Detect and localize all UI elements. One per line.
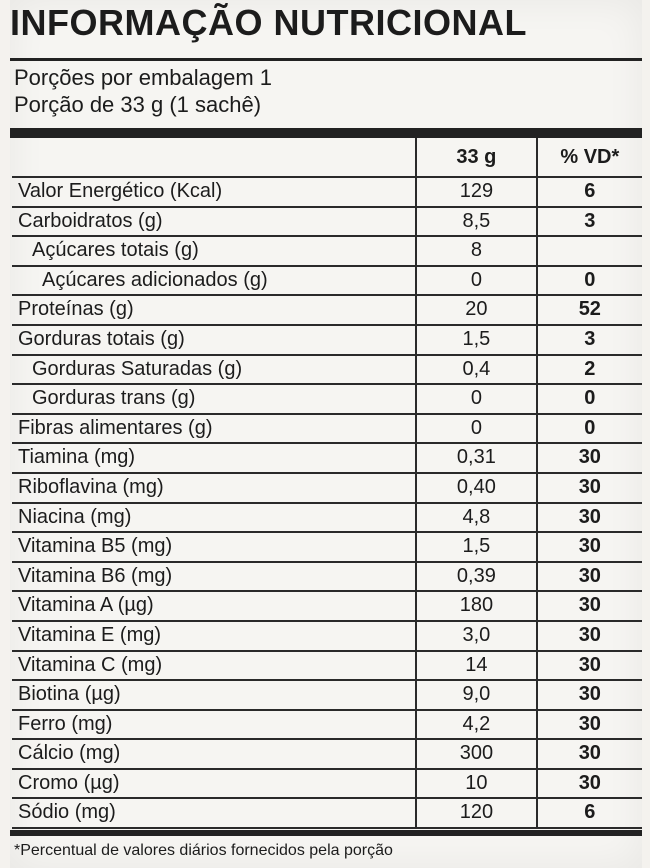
nutrient-name: Niacina (mg) — [12, 503, 416, 533]
table-row — [12, 473, 642, 503]
table-row — [12, 295, 642, 325]
nutrient-amount: 9,0 — [416, 680, 536, 710]
table-row — [12, 177, 642, 207]
nutrient-name: Cálcio (mg) — [12, 739, 416, 769]
nutrient-name: Biotina (µg) — [12, 680, 416, 710]
nutrient-amount: 0 — [416, 266, 536, 296]
table-row — [12, 207, 642, 237]
nutrient-amount: 4,2 — [416, 710, 536, 740]
nutrient-name: Gorduras totais (g) — [12, 325, 416, 355]
table-row — [12, 384, 642, 414]
nutrient-name: Valor Energético (Kcal) — [12, 177, 416, 207]
thick-divider — [10, 128, 642, 138]
table-row — [12, 680, 642, 710]
nutrient-amount: 300 — [416, 739, 536, 769]
table-row — [12, 591, 642, 621]
nutrient-daily-value: 6 — [537, 798, 642, 828]
nutrient-amount: 4,8 — [416, 503, 536, 533]
nutrient-daily-value: 6 — [537, 177, 642, 207]
nutrient-daily-value: 30 — [537, 739, 642, 769]
nutrient-amount: 20 — [416, 295, 536, 325]
nutrient-name: Proteínas (g) — [12, 295, 416, 325]
nutrient-amount: 0 — [416, 414, 536, 444]
nutrient-amount: 180 — [416, 591, 536, 621]
nutrient-name: Açúcares totais (g) — [12, 236, 416, 266]
nutrient-daily-value: 2 — [537, 355, 642, 385]
nutrient-amount: 10 — [416, 769, 536, 799]
header-amount: 33 g — [416, 138, 536, 177]
servings-per-package: Porções por embalagem 1 — [14, 65, 273, 90]
nutrient-daily-value: 0 — [537, 266, 642, 296]
nutrient-name: Açúcares adicionados (g) — [12, 266, 416, 296]
nutrient-name: Vitamina A (µg) — [12, 591, 416, 621]
table-row — [12, 414, 642, 444]
nutrient-amount: 14 — [416, 651, 536, 681]
nutrient-amount: 0 — [416, 384, 536, 414]
header-daily-value: % VD* — [537, 138, 642, 177]
nutrient-name: Vitamina C (mg) — [12, 651, 416, 681]
table-row — [12, 739, 642, 769]
nutrient-daily-value: 30 — [537, 443, 642, 473]
footnote: *Percentual de valores diários fornecidos pela porção — [14, 842, 393, 859]
nutrient-amount: 120 — [416, 798, 536, 828]
nutrient-name: Gorduras Saturadas (g) — [12, 355, 416, 385]
nutrient-name: Vitamina B5 (mg) — [12, 532, 416, 562]
table-row — [12, 443, 642, 473]
nutrient-daily-value: 3 — [537, 207, 642, 237]
bottom-divider — [10, 830, 642, 836]
nutrient-name: Tiamina (mg) — [12, 443, 416, 473]
portion-info — [14, 64, 272, 118]
nutrient-daily-value: 30 — [537, 503, 642, 533]
nutrient-name: Sódio (mg) — [12, 798, 416, 828]
nutrient-name: Cromo (µg) — [12, 769, 416, 799]
nutrition-table — [12, 138, 642, 829]
nutrient-daily-value: 0 — [537, 384, 642, 414]
table-row — [12, 355, 642, 385]
nutrient-daily-value: 30 — [537, 621, 642, 651]
nutrient-daily-value: 30 — [537, 473, 642, 503]
serving-size: Porção de 33 g (1 sachê) — [14, 92, 262, 117]
table-row — [12, 503, 642, 533]
table-row — [12, 532, 642, 562]
table-row — [12, 621, 642, 651]
nutrient-daily-value: 30 — [537, 562, 642, 592]
nutrient-daily-value: 52 — [537, 295, 642, 325]
table-row — [12, 266, 642, 296]
nutrient-name: Gorduras trans (g) — [12, 384, 416, 414]
nutrient-amount: 129 — [416, 177, 536, 207]
nutrient-amount: 8 — [416, 236, 536, 266]
nutrient-name: Fibras alimentares (g) — [12, 414, 416, 444]
nutrient-amount: 0,31 — [416, 443, 536, 473]
table-row — [12, 325, 642, 355]
table-row — [12, 236, 642, 266]
nutrient-name: Vitamina E (mg) — [12, 621, 416, 651]
nutrient-amount: 0,4 — [416, 355, 536, 385]
nutrient-amount: 0,40 — [416, 473, 536, 503]
table-row — [12, 562, 642, 592]
nutrient-name: Vitamina B6 (mg) — [12, 562, 416, 592]
table-header-row — [12, 138, 642, 177]
nutrient-daily-value: 0 — [537, 414, 642, 444]
table-row — [12, 651, 642, 681]
nutrient-daily-value: 30 — [537, 710, 642, 740]
nutrient-daily-value: 3 — [537, 325, 642, 355]
nutrient-daily-value — [537, 236, 642, 266]
nutrient-daily-value: 30 — [537, 532, 642, 562]
nutrient-amount: 0,39 — [416, 562, 536, 592]
nutrient-name: Carboidratos (g) — [12, 207, 416, 237]
nutrient-daily-value: 30 — [537, 680, 642, 710]
nutrient-amount: 1,5 — [416, 325, 536, 355]
nutrient-daily-value: 30 — [537, 591, 642, 621]
header-nutrient — [12, 138, 416, 177]
table-row — [12, 769, 642, 799]
nutrient-name: Ferro (mg) — [12, 710, 416, 740]
nutrient-name: Riboflavina (mg) — [12, 473, 416, 503]
table-row — [12, 710, 642, 740]
nutrient-daily-value: 30 — [537, 651, 642, 681]
nutrient-daily-value: 30 — [537, 769, 642, 799]
nutrient-amount: 1,5 — [416, 532, 536, 562]
title-divider — [10, 58, 642, 61]
nutrient-amount: 3,0 — [416, 621, 536, 651]
table-row — [12, 798, 642, 828]
label-title: INFORMAÇÃO NUTRICIONAL — [10, 2, 527, 43]
nutrient-amount: 8,5 — [416, 207, 536, 237]
